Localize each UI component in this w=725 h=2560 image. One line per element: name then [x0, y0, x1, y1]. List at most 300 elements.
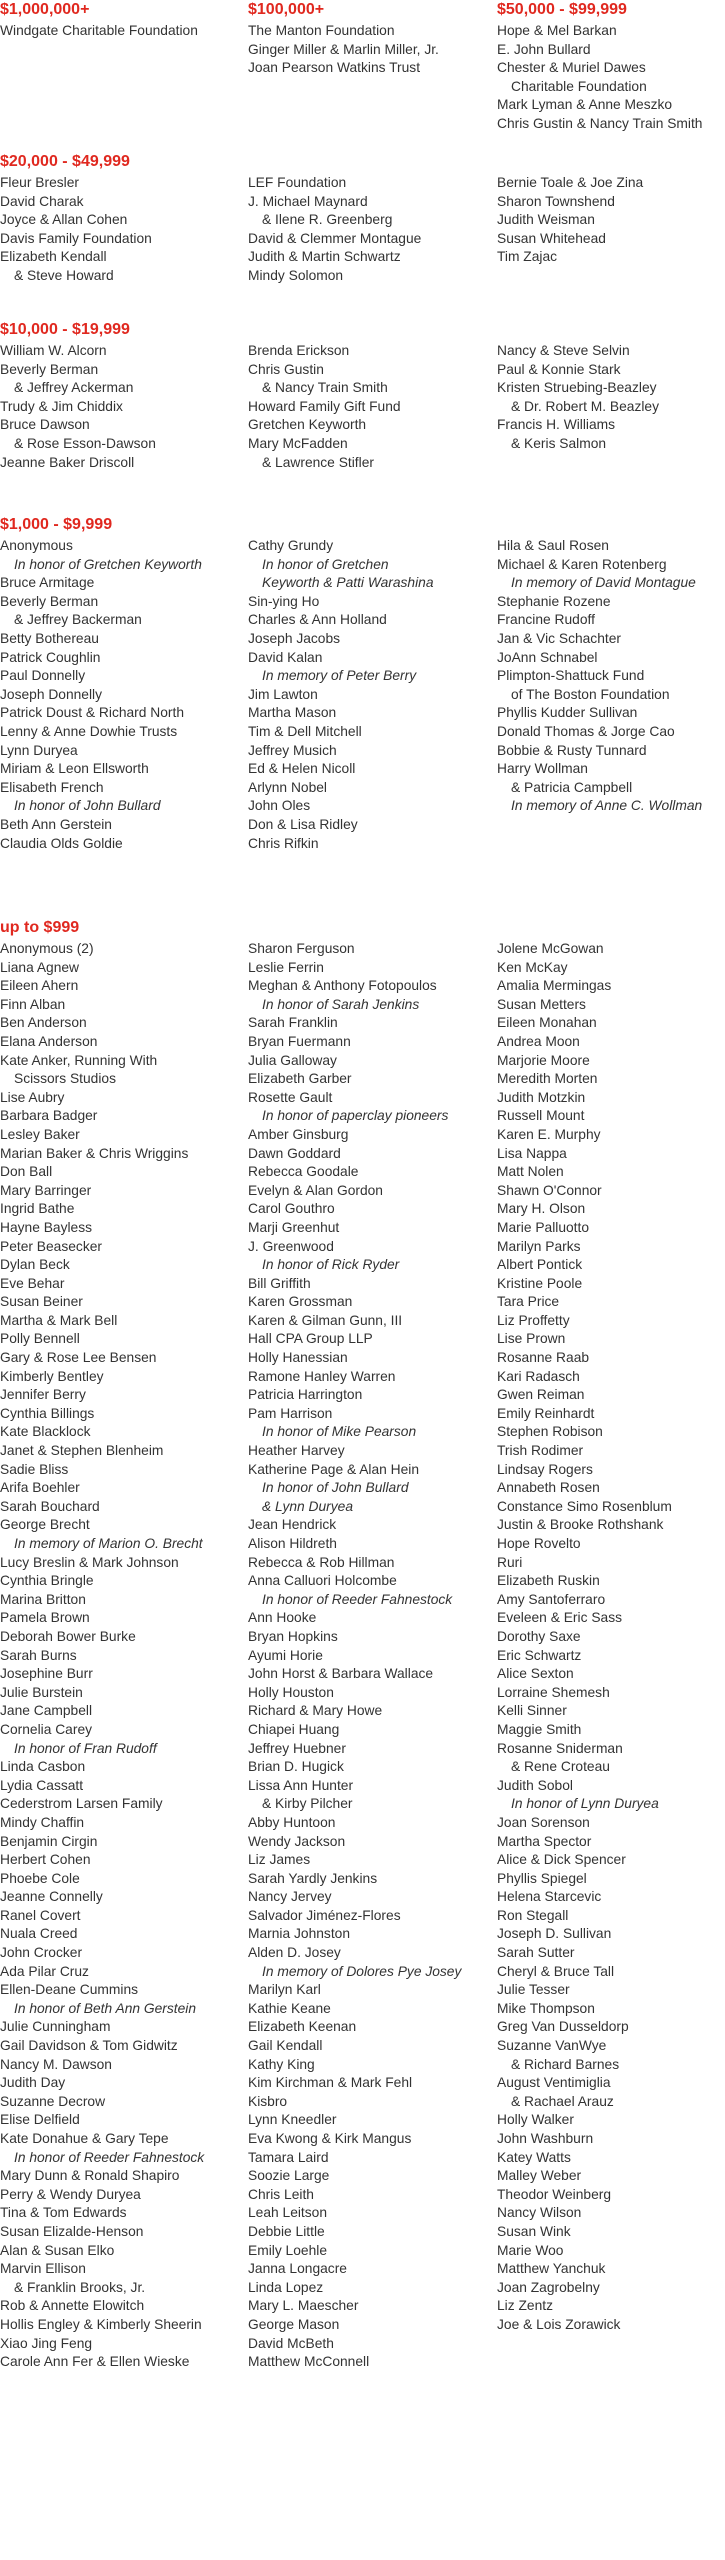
- donor-name: John Horst & Barbara Wallace: [248, 1666, 434, 1682]
- donor-names: [0, 22, 198, 41]
- donor-name: Karen Grossman: [248, 1294, 353, 1310]
- donor-name: Polly Bennell: [0, 1331, 80, 1347]
- donor-name: Kristine Poole: [497, 1275, 583, 1291]
- donor-name: Katherine Page & Alan Hein: [248, 1461, 420, 1477]
- donor-name: Helena Starcevic: [497, 1889, 602, 1905]
- donor-name: Greg Van Dusseldorp: [497, 2019, 629, 2035]
- donor-name: Lise Aubry: [0, 1089, 65, 1105]
- donor-name: Brian D. Hugick: [248, 1759, 344, 1775]
- donor-name: Don Ball: [0, 1164, 53, 1180]
- donor-name: Joseph D. Sullivan: [497, 1926, 612, 1942]
- donor-name: Justin & Brooke Rothshank: [497, 1517, 664, 1533]
- donor-name: Lucy Breslin & Mark Johnson: [0, 1554, 179, 1570]
- donor-name: Nancy Wilson: [497, 2205, 582, 2221]
- donor-name-continued: & Kirby Pilcher: [262, 1796, 353, 1812]
- donor-name: Hall CPA Group LLP: [248, 1331, 373, 1347]
- donor-name: Rosette Gault: [248, 1089, 333, 1105]
- donor-name: Mary H. Olson: [497, 1201, 586, 1217]
- donor-name: Russell Mount: [497, 1108, 585, 1124]
- donor-name: Julie Tesser: [497, 1982, 570, 1998]
- donor-name: Mike Thompson: [497, 2000, 595, 2016]
- donor-name: Jane Campbell: [0, 1703, 93, 1719]
- donor-name: Marjorie Moore: [497, 1052, 590, 1068]
- donor-name: Kimberly Bentley: [0, 1368, 104, 1384]
- donor-name: Eileen Ahern: [0, 978, 79, 994]
- donor-names: [248, 342, 401, 472]
- donor-name: Rebecca Goodale: [248, 1164, 359, 1180]
- donor-name: Fleur Bresler: [0, 175, 79, 190]
- donor-name: Bryan Fuermann: [248, 1033, 351, 1049]
- donor-name: Abby Huntoon: [248, 1814, 336, 1830]
- donor-name: Alice Sexton: [497, 1666, 574, 1682]
- donor-name: Kisbro: [248, 2093, 288, 2109]
- tribute-note: In memory of Peter Berry: [262, 668, 417, 684]
- donor-name: Lorraine Shemesh: [497, 1684, 610, 1700]
- donor-name: Gretchen Keyworth: [248, 417, 367, 433]
- donor-name: Soozie Large: [248, 2168, 330, 2184]
- donor-name: Joan Pearson Watkins Trust: [248, 60, 421, 76]
- donor-name: Elizabeth Keenan: [248, 2019, 357, 2035]
- donor-names: [0, 940, 204, 2372]
- donor-name: Elizabeth Ruskin: [497, 1573, 600, 1589]
- donor-name: Sarah Bouchard: [0, 1498, 100, 1514]
- donor-name: Rebecca & Rob Hillman: [248, 1554, 395, 1570]
- donor-name: Mindy Solomon: [248, 267, 344, 283]
- donor-name: Trudy & Jim Chiddix: [0, 398, 123, 414]
- donor-name: Pam Harrison: [248, 1405, 333, 1421]
- donor-name: Joseph Donnelly: [0, 686, 103, 702]
- donor-name: Julia Galloway: [248, 1052, 337, 1068]
- donor-name-continued: & Patricia Campbell: [511, 779, 633, 795]
- donor-name: Karen E. Murphy: [497, 1126, 601, 1142]
- donor-name: Marilyn Karl: [248, 1982, 321, 1998]
- donor-name: Kathy King: [248, 2056, 315, 2072]
- donor-name: Malley Weber: [497, 2168, 582, 2184]
- donor-name: Windgate Charitable Foundation: [0, 23, 198, 38]
- donor-name: Tara Price: [497, 1294, 560, 1310]
- donor-name: Tim & Dell Mitchell: [248, 723, 362, 739]
- donor-name: Bernie Toale & Joe Zina: [497, 175, 644, 190]
- donor-name: E. John Bullard: [497, 41, 591, 57]
- donor-name: J. Michael Maynard: [248, 193, 368, 209]
- donor-name: Marji Greenhut: [248, 1219, 340, 1235]
- donor-name: Harry Wollman: [497, 761, 588, 777]
- donor-name: Marian Baker & Chris Wriggins: [0, 1145, 189, 1161]
- donor-name: Elana Anderson: [0, 1033, 98, 1049]
- donor-name: Trish Rodimer: [497, 1443, 584, 1459]
- donor-name: Kari Radasch: [497, 1368, 580, 1384]
- donor-name: Alice & Dick Spencer: [497, 1852, 626, 1868]
- donor-name: Jeanne Baker Driscoll: [0, 454, 135, 470]
- donor-name: Finn Alban: [0, 996, 66, 1012]
- donor-name: Joseph Jacobs: [248, 630, 341, 646]
- donor-name: Cynthia Bringle: [0, 1573, 94, 1589]
- donor-name: Liz James: [248, 1852, 311, 1868]
- donor-name-continued: Charitable Foundation: [511, 78, 647, 94]
- donor-name: Lise Prown: [497, 1331, 566, 1347]
- donor-name: Dorothy Saxe: [497, 1628, 581, 1644]
- donor-name: Hope Rovelto: [497, 1536, 581, 1551]
- donor-name: Salvador Jiménez-Flores: [248, 1907, 401, 1923]
- tribute-note: In honor of Lynn Duryea: [511, 1796, 659, 1812]
- donor-name: Paul Donnelly: [0, 668, 86, 684]
- donor-name: John Oles: [248, 798, 311, 814]
- tribute-note: In honor of Reeder Fahnestock: [14, 2149, 205, 2165]
- donor-name: Martha Mason: [248, 705, 337, 721]
- donor-name: Richard & Mary Howe: [248, 1703, 383, 1719]
- donor-name-continued: & Rachael Arauz: [511, 2093, 614, 2109]
- donor-name: August Ventimiglia: [497, 2075, 611, 2091]
- donor-name: JoAnn Schnabel: [497, 649, 598, 665]
- donor-name: Beth Ann Gerstein: [0, 816, 112, 832]
- donor-name: Francis H. Williams: [497, 417, 616, 433]
- tribute-note: Keyworth & Patti Warashina: [262, 575, 434, 591]
- donor-name: Sadie Bliss: [0, 1461, 69, 1477]
- donor-name-continued: & Jeffrey Backerman: [14, 612, 142, 628]
- donor-name: Arifa Boehler: [0, 1480, 80, 1496]
- donor-name: Judith Weisman: [497, 212, 595, 228]
- donor-names: [248, 22, 439, 78]
- donor-name: Kim Kirchman & Mark Fehl: [248, 2075, 413, 2091]
- donor-name: Kate Blacklock: [0, 1424, 91, 1440]
- donor-names: [0, 537, 202, 853]
- donor-name: Gary & Rose Lee Bensen: [0, 1350, 157, 1366]
- donor-name: Leslie Ferrin: [248, 959, 324, 975]
- donor-name-continued: of The Boston Foundation: [511, 686, 670, 702]
- donor-name: George Mason: [248, 2316, 340, 2332]
- donor-name: Gwen Reiman: [497, 1387, 585, 1403]
- donor-name-continued: & Keris Salmon: [511, 435, 607, 451]
- donor-name: Julie Cunningham: [0, 2019, 111, 2035]
- tier-heading: up to $999: [0, 919, 80, 936]
- donor-name: Judith & Martin Schwartz: [248, 249, 401, 265]
- donor-name: Amalia Mermingas: [497, 978, 612, 994]
- donor-name: Phyllis Spiegel: [497, 1870, 587, 1886]
- donor-name: Linda Lopez: [248, 2279, 324, 2295]
- donor-name: Arlynn Nobel: [248, 779, 327, 795]
- donor-name: Dylan Beck: [0, 1257, 70, 1273]
- tribute-note: In honor of Rick Ryder: [262, 1257, 400, 1273]
- donor-name: Phyllis Kudder Sullivan: [497, 705, 638, 721]
- donor-name-continued: & Dr. Robert M. Beazley: [511, 398, 659, 414]
- donor-name: Janna Longacre: [248, 2261, 347, 2277]
- donor-name: Chester & Muriel Dawes: [497, 60, 646, 76]
- donor-name: Eva Kwong & Kirk Mangus: [248, 2131, 412, 2146]
- donor-name: Lissa Ann Hunter: [248, 1777, 354, 1793]
- donor-name: Bill Griffith: [248, 1275, 311, 1291]
- donor-name: Ron Stegall: [497, 1907, 569, 1923]
- donor-name: Hollis Engley & Kimberly Sheerin: [0, 2316, 202, 2332]
- donor-name: John Washburn: [497, 2131, 594, 2146]
- donor-name: Beverly Berman: [0, 361, 99, 377]
- tribute-note: In memory of Anne C. Wollman: [511, 798, 703, 814]
- donor-name: Julie Burstein: [0, 1684, 83, 1700]
- donor-name: Elizabeth Garber: [248, 1071, 352, 1087]
- donor-name: Brenda Erickson: [248, 343, 350, 358]
- donor-name: Nuala Creed: [0, 1926, 78, 1942]
- donor-name: Hope & Mel Barkan: [497, 23, 617, 38]
- tribute-note: In honor of Fran Rudoff: [14, 1740, 157, 1756]
- tribute-note: In honor of paperclay pioneers: [262, 1108, 449, 1124]
- donor-name: Albert Pontick: [497, 1257, 583, 1273]
- donor-name: J. Greenwood: [248, 1238, 334, 1254]
- donor-name: Patricia Harrington: [248, 1387, 363, 1403]
- donor-name: Amy Santoferraro: [497, 1591, 606, 1607]
- tier-heading: $1,000,000+: [0, 1, 90, 18]
- donor-names: [248, 940, 461, 2372]
- donor-name: Judith Sobol: [497, 1777, 573, 1793]
- tribute-note: In honor of Beth Ann Gerstein: [14, 2000, 197, 2016]
- donor-name: Joe & Lois Zorawick: [497, 2316, 621, 2332]
- donor-name: Susan Whitehead: [497, 230, 606, 246]
- donor-name: Lenny & Anne Dowhie Trusts: [0, 723, 178, 739]
- donor-name: Annabeth Rosen: [497, 1480, 600, 1496]
- donor-name: Carole Ann Fer & Ellen Wieske: [0, 2354, 190, 2370]
- donor-name: Anonymous (2): [0, 941, 94, 956]
- donor-name: Jeffrey Musich: [248, 742, 337, 758]
- donor-name: Wendy Jackson: [248, 1833, 346, 1849]
- donor-names: [248, 174, 421, 286]
- donor-name: Chiapei Huang: [248, 1721, 340, 1737]
- donor-name: Leah Leitson: [248, 2205, 328, 2221]
- donor-name: Eve Behar: [0, 1275, 65, 1291]
- donor-name: Jean Hendrick: [248, 1517, 337, 1533]
- donor-name: Emily Reinhardt: [497, 1405, 595, 1421]
- donor-name: Elise Delfield: [0, 2112, 80, 2128]
- donor-names: [497, 940, 672, 2335]
- donor-name: Martha Spector: [497, 1833, 592, 1849]
- donor-name: Phoebe Cole: [0, 1870, 80, 1886]
- donor-name: Hila & Saul Rosen: [497, 538, 609, 553]
- donor-name: Cederstrom Larsen Family: [0, 1796, 163, 1812]
- donor-name: Lynn Kneedler: [248, 2112, 337, 2128]
- donor-name: Susan Wink: [497, 2223, 571, 2239]
- donor-name: Nancy Jervey: [248, 1889, 332, 1905]
- donor-name: Pamela Brown: [0, 1610, 90, 1626]
- donor-name: Holly Houston: [248, 1684, 334, 1700]
- donor-name: Liana Agnew: [0, 959, 80, 975]
- donor-name: Susan Metters: [497, 996, 586, 1012]
- donor-name: Ada Pilar Cruz: [0, 1963, 89, 1979]
- donor-name: Suzanne VanWye: [497, 2038, 607, 2054]
- donor-name: Nancy M. Dawson: [0, 2056, 112, 2072]
- donor-name: Chris Gustin: [248, 361, 324, 377]
- donor-name: Ramone Hanley Warren: [248, 1368, 396, 1384]
- donor-name: Susan Beiner: [0, 1294, 83, 1310]
- donor-name: Hayne Bayless: [0, 1219, 93, 1235]
- donor-name-continued: & Steve Howard: [14, 267, 114, 283]
- donor-name: Lesley Baker: [0, 1126, 80, 1142]
- donor-name: Michael & Karen Rotenberg: [497, 556, 667, 572]
- donor-name: John Crocker: [0, 1945, 83, 1961]
- donor-name: Marvin Ellison: [0, 2261, 86, 2277]
- donor-name: Kelli Sinner: [497, 1703, 567, 1719]
- donor-names: [248, 537, 434, 853]
- tribute-note: In memory of Dolores Pye Josey: [262, 1963, 462, 1979]
- donor-name: Meredith Morten: [497, 1071, 598, 1087]
- tribute-note: In memory of David Montague: [511, 575, 696, 591]
- donor-name-continued: & Lawrence Stifler: [262, 454, 374, 470]
- donor-name: Heather Harvey: [248, 1443, 345, 1459]
- donor-name: Stephanie Rozene: [497, 593, 611, 609]
- donor-name: Constance Simo Rosenblum: [497, 1498, 672, 1514]
- donor-name: Mark Lyman & Anne Meszko: [497, 97, 673, 113]
- donor-name: Gail Davidson & Tom Gidwitz: [0, 2038, 178, 2054]
- donor-name: Tim Zajac: [497, 249, 558, 265]
- donor-name: Jan & Vic Schachter: [497, 630, 621, 646]
- donor-name: Howard Family Gift Fund: [248, 398, 401, 414]
- donor-names: [497, 537, 702, 816]
- donor-name: Xiao Jing Feng: [0, 2335, 93, 2351]
- donor-name-continued: & Nancy Train Smith: [262, 380, 388, 396]
- donor-name: Rosanne Raab: [497, 1350, 590, 1366]
- donor-name: Donald Thomas & Jorge Cao: [497, 723, 675, 739]
- donor-name: Debbie Little: [248, 2223, 325, 2239]
- donor-name: Judith Day: [0, 2075, 66, 2091]
- donor-name: Ranel Covert: [0, 1907, 81, 1923]
- donor-name: Nancy & Steve Selvin: [497, 343, 630, 358]
- donor-name: Kate Donahue & Gary Tepe: [0, 2131, 169, 2146]
- donor-name: Stephen Robison: [497, 1424, 603, 1440]
- donor-name: Lisa Nappa: [497, 1145, 567, 1161]
- donor-name: David Charak: [0, 193, 84, 209]
- donor-name: LEF Foundation: [248, 175, 347, 190]
- donor-name: Shawn O'Connor: [497, 1182, 602, 1198]
- tier-heading: $50,000 - $99,999: [497, 1, 627, 18]
- donor-name: Rosanne Sniderman: [497, 1740, 623, 1756]
- donor-name: Ed & Helen Nicoll: [248, 761, 356, 777]
- donor-name: Jolene McGowan: [497, 941, 604, 956]
- donor-name: Gail Kendall: [248, 2038, 323, 2054]
- donor-name: Kate Anker, Running With: [0, 1052, 158, 1068]
- donor-name: Mary L. Maescher: [248, 2298, 359, 2314]
- donor-name: Chris Leith: [248, 2186, 314, 2202]
- donor-name: Kristen Struebing-Beazley: [497, 380, 657, 396]
- donor-name: Joan Zagrobelny: [497, 2279, 600, 2295]
- donor-name: Jennifer Berry: [0, 1387, 86, 1403]
- donor-name: Mary Dunn & Ronald Shapiro: [0, 2168, 180, 2184]
- tribute-note: In honor of John Bullard: [14, 798, 161, 814]
- donor-names: [497, 22, 703, 134]
- donor-name: Bryan Hopkins: [248, 1628, 338, 1644]
- donor-name-continued: & Franklin Brooks, Jr.: [14, 2279, 146, 2295]
- tier-heading: $10,000 - $19,999: [0, 321, 130, 338]
- tribute-note: In honor of Reeder Fahnestock: [262, 1591, 453, 1607]
- donor-name: Sarah Franklin: [248, 1015, 338, 1031]
- donor-name: Marina Britton: [0, 1591, 86, 1607]
- donor-name: Lindsay Rogers: [497, 1461, 593, 1477]
- donor-name: Sarah Burns: [0, 1647, 77, 1663]
- tribute-note: In memory of Marion O. Brecht: [14, 1536, 203, 1551]
- donor-name: Mindy Chaffin: [0, 1814, 85, 1830]
- tier-heading: $1,000 - $9,999: [0, 516, 113, 533]
- donor-name-continued: & Jeffrey Ackerman: [14, 380, 134, 396]
- donor-name: Ayumi Horie: [248, 1647, 323, 1663]
- donor-name: Don & Lisa Ridley: [248, 816, 358, 832]
- donor-name: Karen & Gilman Gunn, III: [248, 1312, 403, 1328]
- donor-name: Sin-ying Ho: [248, 593, 320, 609]
- donor-name: Marie Palluotto: [497, 1219, 590, 1235]
- donor-name: Ingrid Bathe: [0, 1201, 75, 1217]
- donor-name: Josephine Burr: [0, 1666, 93, 1682]
- donor-name: David & Clemmer Montague: [248, 230, 422, 246]
- donor-name: Tamara Laird: [248, 2149, 329, 2165]
- donor-name: Marnia Johnston: [248, 1926, 351, 1942]
- donor-name: Linda Casbon: [0, 1759, 86, 1775]
- donor-name: Holly Hanessian: [248, 1350, 348, 1366]
- donor-name: Dawn Goddard: [248, 1145, 341, 1161]
- donor-name: Mary McFadden: [248, 435, 348, 451]
- donor-name: Susan Elizalde-Henson: [0, 2223, 144, 2239]
- donor-name: Sharon Townshend: [497, 193, 615, 209]
- donor-name: Martha & Mark Bell: [0, 1312, 118, 1328]
- donor-names: [0, 174, 152, 286]
- donor-name: Sharon Ferguson: [248, 941, 355, 956]
- donor-names: [497, 342, 659, 454]
- donor-name: Ruri: [497, 1554, 523, 1570]
- donor-name: Elisabeth French: [0, 779, 104, 795]
- donor-name-continued: Scissors Studios: [14, 1071, 116, 1087]
- donor-name-continued: & Rose Esson-Dawson: [14, 435, 156, 451]
- donor-name: Emily Loehle: [248, 2242, 327, 2258]
- donor-name: Chris Rifkin: [248, 835, 319, 851]
- tribute-note: In honor of Gretchen: [262, 556, 389, 572]
- donor-name: Miriam & Leon Ellsworth: [0, 761, 149, 777]
- donor-name: Eileen Monahan: [497, 1015, 597, 1031]
- donor-name: Andrea Moon: [497, 1033, 580, 1049]
- donor-name-continued: & Ilene R. Greenberg: [262, 212, 393, 228]
- donor-name: George Brecht: [0, 1517, 90, 1533]
- donor-name: Plimpton-Shattuck Fund: [497, 668, 645, 684]
- donor-name: Claudia Olds Goldie: [0, 835, 123, 851]
- donor-name: Betty Bothereau: [0, 630, 99, 646]
- donor-name: Patrick Doust & Richard North: [0, 705, 185, 721]
- donor-name: Charles & Ann Holland: [248, 612, 387, 628]
- donor-name: Alden D. Josey: [248, 1945, 341, 1961]
- tribute-note: In honor of John Bullard: [262, 1480, 409, 1496]
- donor-name: Tina & Tom Edwards: [0, 2205, 127, 2221]
- donor-name: Elizabeth Kendall: [0, 249, 107, 265]
- donor-name: Kathie Keane: [248, 2000, 331, 2016]
- donor-names: [497, 174, 643, 267]
- donor-name: Jeanne Connelly: [0, 1889, 103, 1905]
- donor-name: Joyce & Allan Cohen: [0, 212, 128, 228]
- donor-name: Jim Lawton: [248, 686, 318, 702]
- donor-name: Amber Ginsburg: [248, 1126, 349, 1142]
- tier-heading: $100,000+: [248, 1, 325, 18]
- donor-name: Cynthia Billings: [0, 1405, 95, 1421]
- donor-name: Ann Hooke: [248, 1610, 317, 1626]
- donor-name: Holly Walker: [497, 2112, 574, 2128]
- donor-name: Anna Calluori Holcombe: [248, 1573, 397, 1589]
- donor-name: Herbert Cohen: [0, 1852, 91, 1868]
- donor-name: Bruce Dawson: [0, 417, 90, 433]
- donor-name: Meghan & Anthony Fotopoulos: [248, 978, 437, 994]
- donor-name: Benjamin Cirgin: [0, 1833, 98, 1849]
- tribute-note: In honor of Mike Pearson: [262, 1424, 417, 1440]
- donor-name: Jeffrey Huebner: [248, 1740, 346, 1756]
- donor-name: The Manton Foundation: [248, 23, 395, 38]
- donor-name: William W. Alcorn: [0, 343, 107, 358]
- donor-name: Perry & Wendy Duryea: [0, 2186, 141, 2202]
- donor-name: Suzanne Decrow: [0, 2093, 106, 2109]
- donor-name: Evelyn & Alan Gordon: [248, 1182, 383, 1198]
- donor-names: [0, 342, 156, 472]
- donor-name: Rob & Annette Elowitch: [0, 2298, 145, 2314]
- donor-name: Matt Nolen: [497, 1164, 564, 1180]
- donor-name: Mary Barringer: [0, 1182, 92, 1198]
- donor-name: Chris Gustin & Nancy Train Smith: [497, 115, 703, 131]
